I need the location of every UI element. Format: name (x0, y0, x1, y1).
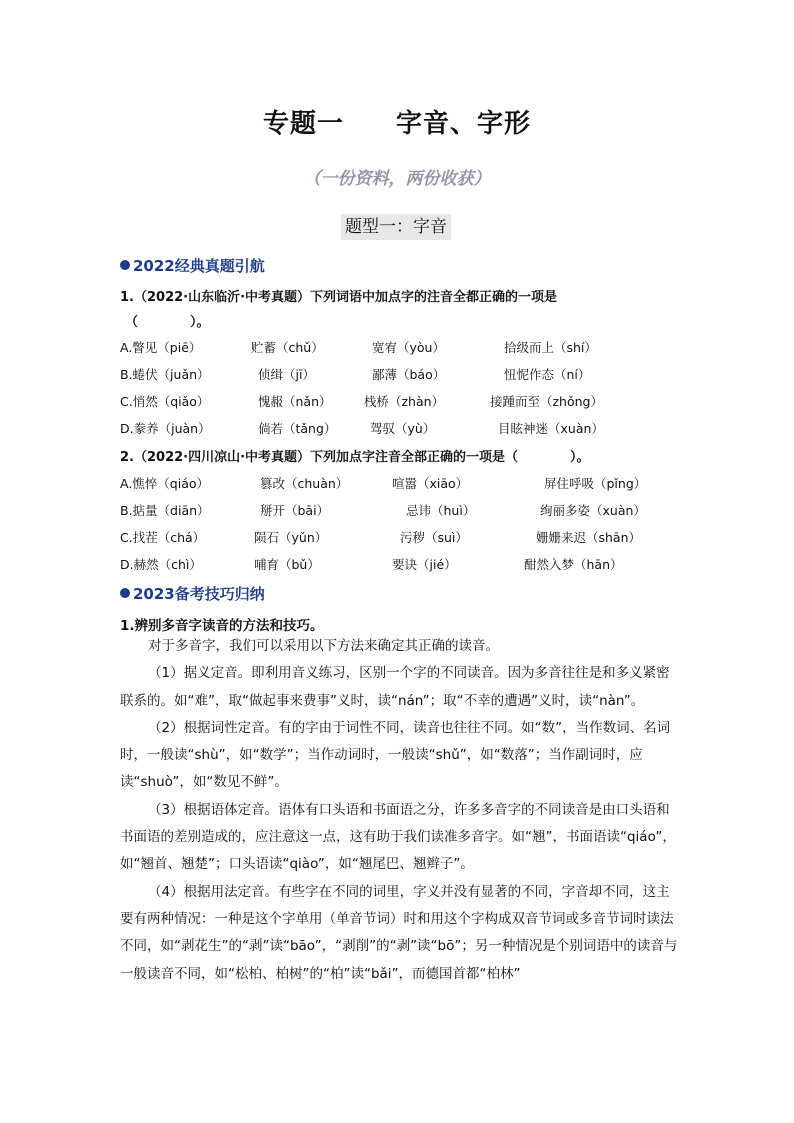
paragraph: （1）据义定音。即利用音义练习，区别一个字的不同读音。因为多音往往是和多义紧密联系的。如“难”，取“做起事来费事”义时，读“nán”；取“不幸的遭遇”义时，读“nàn”。 (120, 665, 670, 709)
option-item: 栈桥（zhàn） (364, 394, 445, 409)
option-item: 要诀（jié） (392, 557, 457, 572)
title-right: 字音、字形 (396, 109, 532, 139)
option-item: 绚丽多姿（xuàn） (540, 503, 646, 518)
option-item: 姗姗来迟（shān） (536, 530, 642, 545)
option-item: 屏住呼吸（pǐng） (544, 476, 647, 491)
option-item: 鄙薄（báo） (372, 367, 446, 382)
bullet-icon (120, 260, 130, 270)
option-item: 倘若（tǎng） (258, 421, 337, 436)
heading-2-text: 2023备考技巧归纳 (133, 585, 265, 603)
question-1-stem: 1.（2022·山东临沂·中考真题）下列词语中加点字的注音全都正确的一项是 (120, 290, 558, 305)
section-heading-1 (120, 255, 265, 276)
option-item: 污秽（suì） (400, 530, 468, 545)
option-item: 目眩神迷（xuàn） (498, 421, 604, 436)
option-item: 忸怩作态（ní） (504, 367, 591, 382)
paragraph: 对于多音字，我们可以采用以下方法来确定其正确的读音。 (148, 638, 499, 654)
paragraph: （4）根据用法定音。有些字在不同的词里，字义并没有显著的不同，字音却不同，这主要有两种情况：一种是这个字单用（单音节词）时和用这个字构成双音节词或多音节词时读法不同，如“剥花生”的“剥”读“bāo”，“剥削”的“剥”读“bō”；另一种情况是个别词语中的读音与一般读音不同，如“松柏、柏树”的“柏”读“bǎi”，而德国首都“柏林” (120, 883, 678, 982)
option-item: B.蜷伏（juǎn） (120, 367, 210, 382)
option-item: 喧嚣（xiāo） (392, 476, 469, 491)
page-subtitle: （一份资料，两份收获） (303, 169, 491, 189)
bullet-icon (120, 588, 130, 598)
option-item: C.找茬（chá） (120, 530, 206, 545)
option-item: 贮蓄（chǔ） (251, 340, 324, 355)
option-item: B.掂量（diān） (120, 503, 210, 518)
option-item: 陨石（yǔn） (254, 530, 328, 545)
paragraph: （3）根据语体定音。语体有口头语和书面语之分，许多多音字的不同读音是由口头语和书面语的差别造成的，应注意这一点，这有助于我们读准多音字。如“翘”，书面语读“qiáo”，如“翘首、翘楚”；口头语读“qiào”，如“翘尾巴、翘辫子”。 (120, 801, 676, 873)
section-heading-2 (120, 583, 265, 604)
option-item: 拾级而上（shí） (504, 340, 597, 355)
option-item: 侦缉（jī） (258, 367, 315, 382)
title-left: 专题一 (262, 109, 344, 139)
option-item: 掰开（bāi） (260, 503, 330, 518)
option-item: D.豢养（juàn） (120, 421, 211, 436)
option-item: D.赫然（chì） (120, 557, 202, 572)
paragraph: （2）根据词性定音。有的字由于词性不同，读音也往往不同。如“数”，当作数词、名词时，一般读“shù”，如“数学”；当作动词时，一般读“shǔ”，如“数落”；当作副词时，应读“shuò”，如“数见不鲜”。 (120, 719, 671, 791)
question-1-blank: （ ）。 (125, 315, 210, 330)
option-item: 驾驭（yù） (370, 421, 436, 436)
question-2-stem: 2.（2022·四川凉山·中考真题）下列加点字注音全部正确的一项是（ ）。 (120, 450, 590, 465)
heading-1-text: 2022经典真题引航 (133, 257, 265, 275)
option-item: A.瞥见（piē） (120, 340, 202, 355)
option-item: 哺育（bǔ） (254, 557, 320, 572)
option-item: A.憔悴（qiáo） (120, 476, 210, 491)
tip-body (120, 633, 682, 988)
page-title (0, 103, 794, 140)
option-item: C.悄然（qiǎo） (120, 394, 210, 409)
question-type-label: 题型一：字音 (341, 214, 451, 240)
tip-heading: 1.辨别多音字读音的方法和技巧。 (120, 618, 324, 634)
option-item: 接踵而至（zhǒng） (490, 394, 603, 409)
option-item: 酣然入梦（hān） (524, 557, 623, 572)
option-item: 篡改（chuàn） (260, 476, 349, 491)
option-item: 愧赧（nǎn） (258, 394, 332, 409)
option-item: 忌讳（huì） (406, 503, 476, 518)
option-item: 宽宥（yòu） (372, 340, 445, 355)
